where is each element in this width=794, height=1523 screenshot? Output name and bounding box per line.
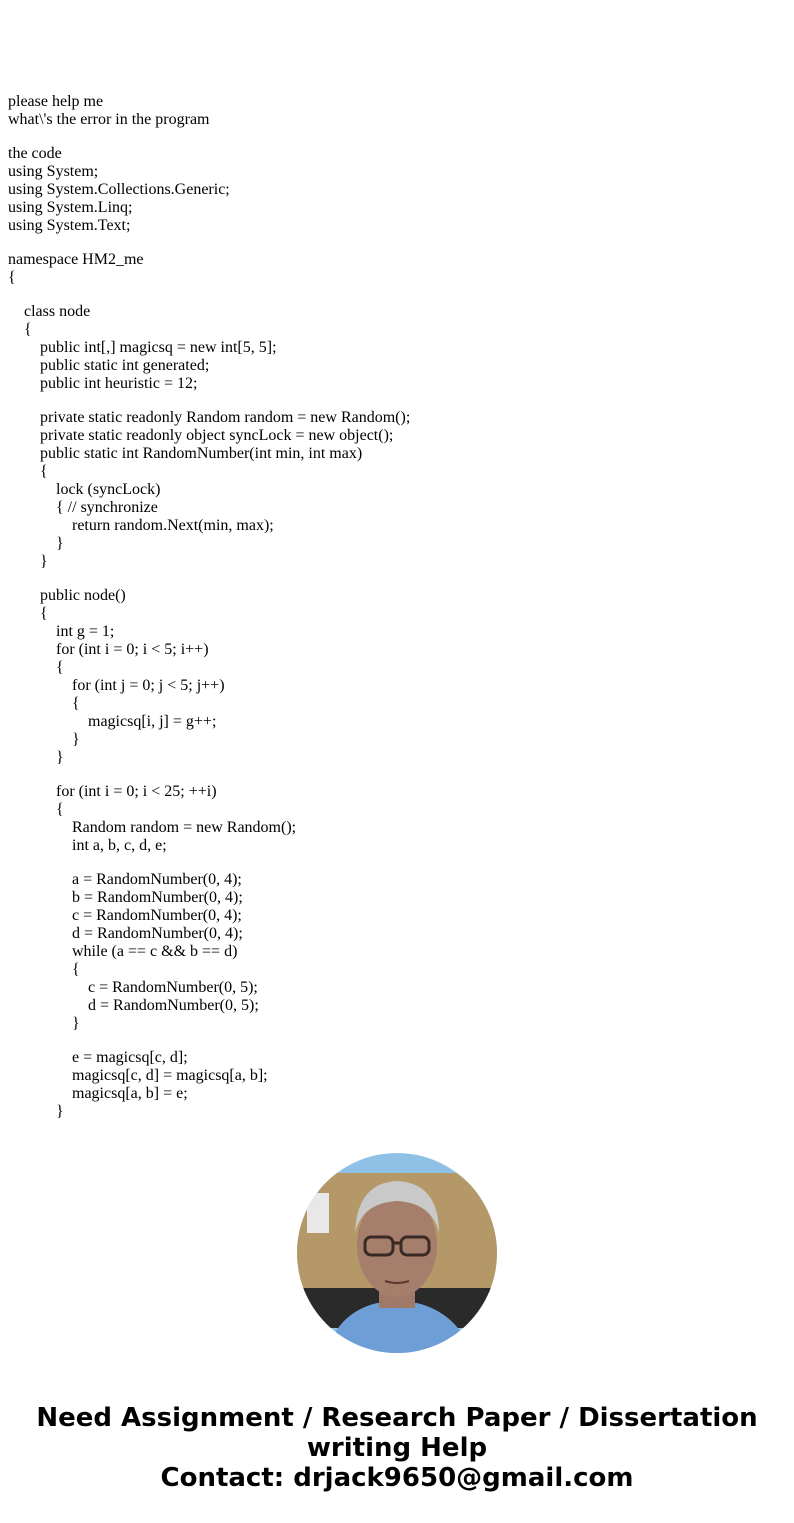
text-line: for (int j = 0; j < 5; j++) bbox=[8, 677, 225, 694]
text-line: { bbox=[8, 269, 16, 286]
text-line: magicsq[c, d] = magicsq[a, b]; bbox=[8, 1067, 268, 1084]
text-line: { bbox=[8, 321, 32, 338]
blank-line bbox=[8, 287, 410, 303]
blank-line bbox=[8, 1033, 410, 1049]
text-line: } bbox=[8, 553, 48, 570]
text-line: please help me bbox=[8, 93, 104, 110]
text-line: private static readonly Random random = new Random(); bbox=[8, 409, 411, 426]
blank-line bbox=[8, 767, 410, 783]
text-line: c = RandomNumber(0, 5); bbox=[8, 979, 258, 996]
text-line: for (int i = 0; i < 25; ++i) bbox=[8, 783, 217, 800]
text-line: using System.Linq; bbox=[8, 199, 133, 216]
text-line: while (a == c && b == d) bbox=[8, 943, 238, 960]
text-line: public node() bbox=[8, 587, 126, 604]
text-line: private static readonly object syncLock = new object(); bbox=[8, 427, 394, 444]
text-line: int g = 1; bbox=[8, 623, 115, 640]
blank-line bbox=[8, 129, 410, 145]
text-line: using System.Collections.Generic; bbox=[8, 181, 230, 198]
footer-line-2: writing Help bbox=[306, 1433, 488, 1463]
blank-line bbox=[8, 571, 410, 587]
text-line: return random.Next(min, max); bbox=[8, 517, 274, 534]
text-line: } bbox=[8, 1015, 80, 1032]
question-text bbox=[8, 93, 410, 1121]
text-line: } bbox=[8, 731, 80, 748]
text-line: { bbox=[8, 463, 48, 480]
text-line: } bbox=[8, 749, 64, 766]
text-line: } bbox=[8, 1103, 64, 1120]
text-line: Random random = new Random(); bbox=[8, 819, 297, 836]
text-line: using System.Text; bbox=[8, 217, 131, 234]
text-line: public static int RandomNumber(int min, int max) bbox=[8, 445, 363, 462]
text-line: magicsq[i, j] = g++; bbox=[8, 713, 217, 730]
text-line: } bbox=[8, 535, 64, 552]
text-line: public static int generated; bbox=[8, 357, 210, 374]
text-line: magicsq[a, b] = e; bbox=[8, 1085, 188, 1102]
text-line: d = RandomNumber(0, 5); bbox=[8, 997, 259, 1014]
footer-contact: Contact: drjack9650@gmail.com bbox=[160, 1463, 634, 1493]
text-line: { bbox=[8, 659, 64, 676]
text-line: { bbox=[8, 801, 64, 818]
avatar bbox=[297, 1153, 497, 1353]
text-line: int a, b, c, d, e; bbox=[8, 837, 167, 854]
blank-line bbox=[8, 393, 410, 409]
text-line: c = RandomNumber(0, 4); bbox=[8, 907, 242, 924]
text-line: d = RandomNumber(0, 4); bbox=[8, 925, 243, 942]
text-line: class node bbox=[8, 303, 91, 320]
text-line: using System; bbox=[8, 163, 99, 180]
blank-line bbox=[8, 855, 410, 871]
text-line: public int heuristic = 12; bbox=[8, 375, 198, 392]
text-line: { bbox=[8, 961, 80, 978]
text-line: { // synchronize bbox=[8, 499, 158, 516]
text-line: namespace HM2_me bbox=[8, 251, 144, 268]
text-line: the code bbox=[8, 145, 62, 162]
contact-banner bbox=[0, 1403, 794, 1493]
text-line: lock (syncLock) bbox=[8, 481, 161, 498]
text-line: for (int i = 0; i < 5; i++) bbox=[8, 641, 209, 658]
footer-line-1: Need Assignment / Research Paper / Dissertation bbox=[36, 1403, 758, 1433]
text-line: b = RandomNumber(0, 4); bbox=[8, 889, 243, 906]
blank-line bbox=[8, 235, 410, 251]
text-line: what\'s the error in the program bbox=[8, 111, 210, 128]
text-line: public int[,] magicsq = new int[5, 5]; bbox=[8, 339, 277, 356]
text-line: e = magicsq[c, d]; bbox=[8, 1049, 188, 1066]
text-line: a = RandomNumber(0, 4); bbox=[8, 871, 242, 888]
text-line: { bbox=[8, 605, 48, 622]
text-line: { bbox=[8, 695, 80, 712]
